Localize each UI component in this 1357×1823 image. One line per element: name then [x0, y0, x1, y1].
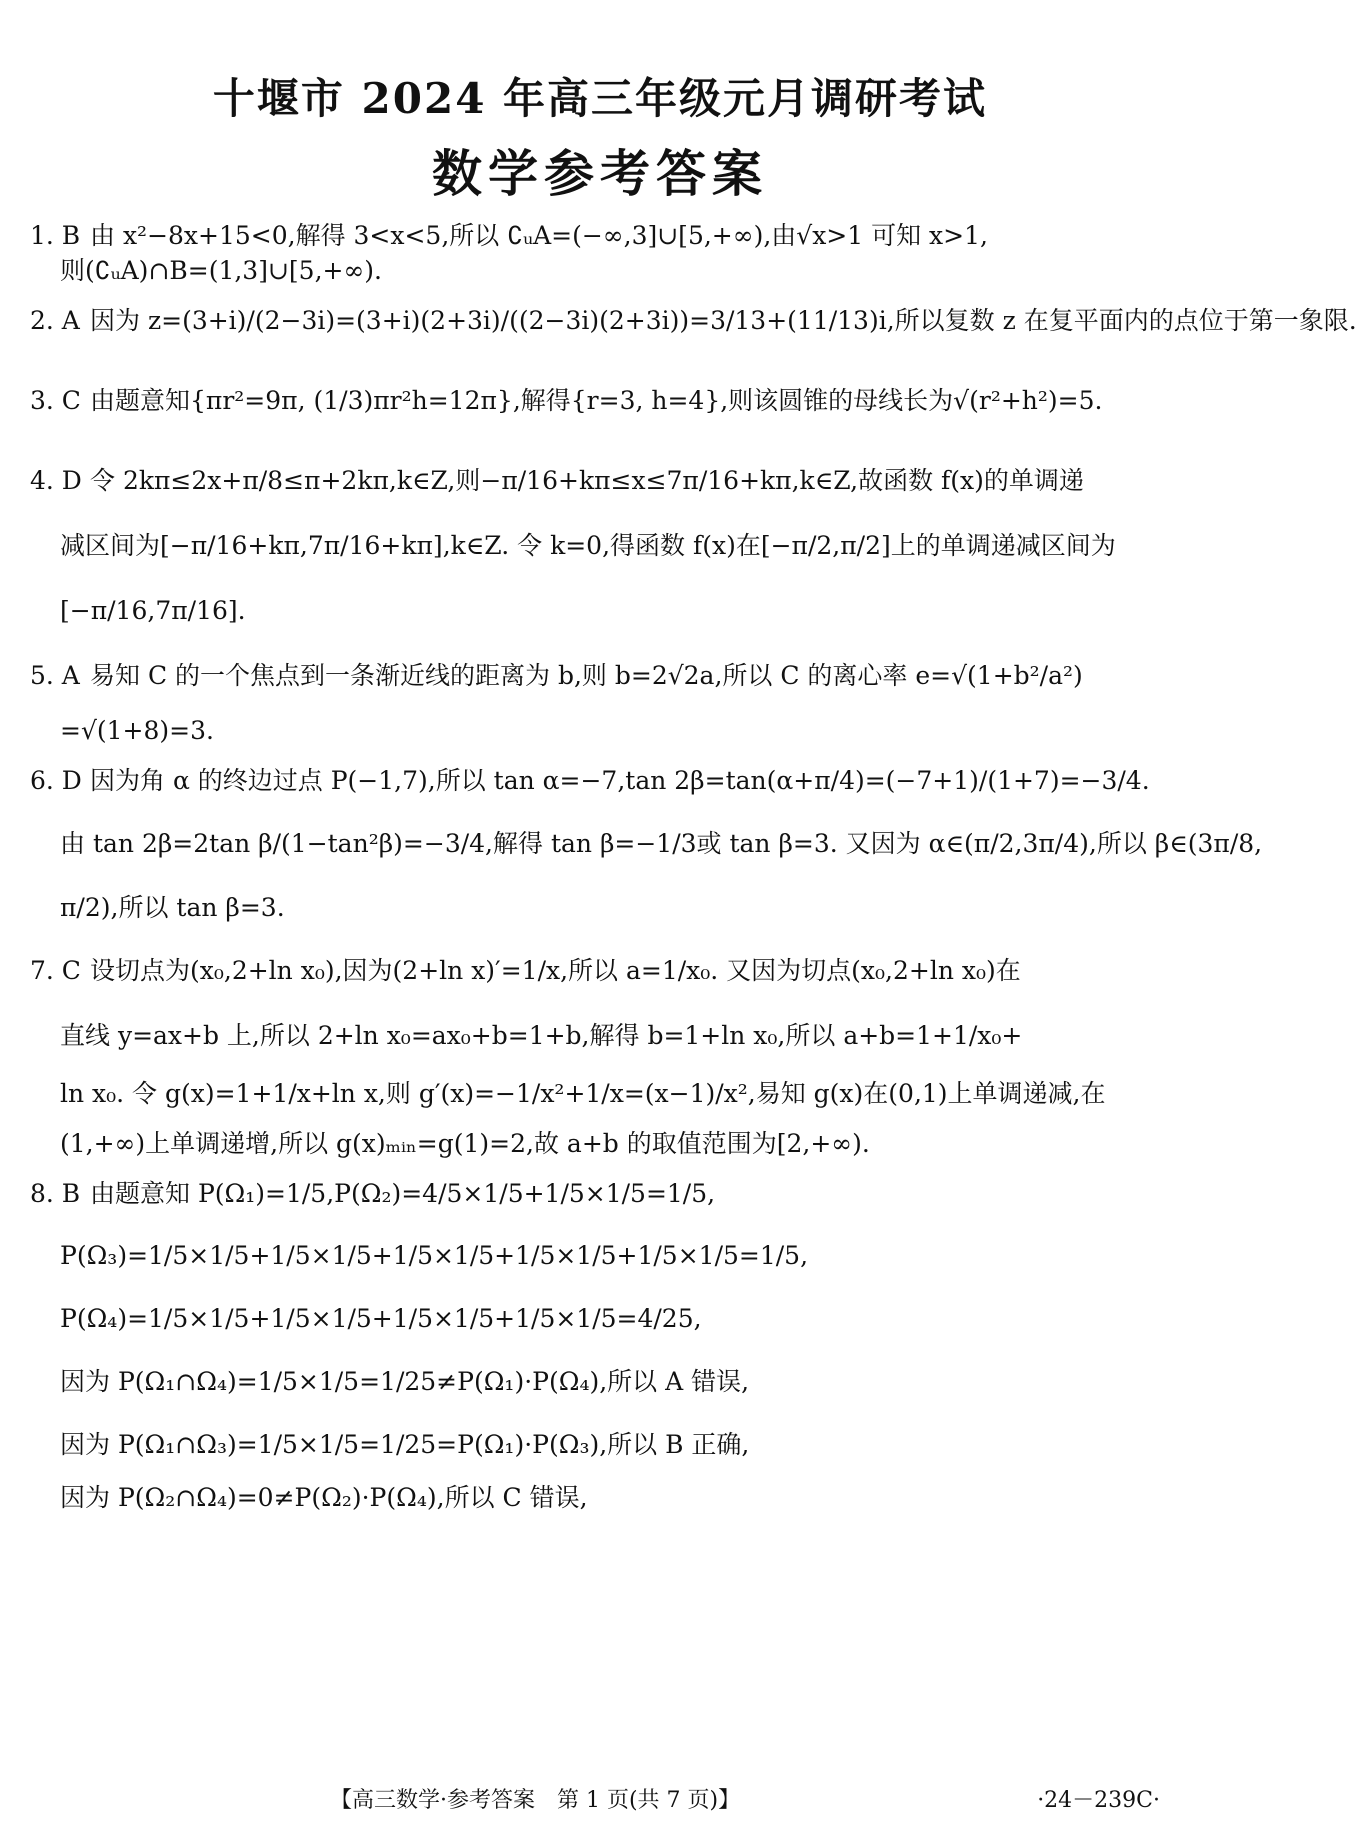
answer-8-line-1: 8. B 由题意知 P(Ω₁)=1/5,P(Ω₂)=4/5×1/5+1/5×1/5=1/5,: [30, 1179, 716, 1208]
answer-4-line-1: 4. D 令 2kπ≤2x+π/8≤π+2kπ,k∈Z,则−π/16+kπ≤x≤7π/16+kπ,k∈Z,故函数 f(x)的单调递: [30, 466, 1084, 495]
answer-1-line-2: 则(∁ᵤA)∩B=(1,3]∪[5,+∞).: [60, 256, 382, 285]
answer-8-line-4: 因为 P(Ω₁∩Ω₄)=1/5×1/5=1/25≠P(Ω₁)·P(Ω₄),所以 A 错误,: [60, 1367, 750, 1396]
answer-8-line-3: P(Ω₄)=1/5×1/5+1/5×1/5+1/5×1/5+1/5×1/5=4/25,: [60, 1304, 702, 1333]
document-code: ·24－239C·: [1037, 1788, 1160, 1813]
exam-title: 十堰市 2024 年高三年级元月调研考试: [212, 74, 988, 123]
answer-key-title: 数学参考答案: [432, 144, 768, 203]
answer-8-line-6: 因为 P(Ω₂∩Ω₄)=0≠P(Ω₂)·P(Ω₄),所以 C 错误,: [60, 1483, 588, 1512]
answer-1-line-1: 1. B 由 x²−8x+15<0,解得 3<x<5,所以 ∁ᵤA=(−∞,3]∪[5,+∞),由√x>1 可知 x>1,: [30, 221, 988, 250]
answer-label: 4. D: [30, 466, 82, 495]
answer-5-line-1: 5. A 易知 C 的一个焦点到一条渐近线的距离为 b,则 b=2√2a,所以 C 的离心率 e=√(1+b²/a²): [30, 661, 1083, 690]
answer-label: 5. A: [30, 661, 80, 690]
answer-8-line-5: 因为 P(Ω₁∩Ω₃)=1/5×1/5=1/25=P(Ω₁)·P(Ω₃),所以 B 正确,: [60, 1430, 750, 1459]
answer-8-line-2: P(Ω₃)=1/5×1/5+1/5×1/5+1/5×1/5+1/5×1/5+1/5×1/5=1/5,: [60, 1241, 809, 1270]
answer-6-line-2: 由 tan 2β=2tan β/(1−tan²β)=−3/4,解得 tan β=−1/3或 tan β=3. 又因为 α∈(π/2,3π/4),所以 β∈(3π/8,: [60, 829, 1263, 858]
answer-6-line-1: 6. D 因为角 α 的终边过点 P(−1,7),所以 tan α=−7,tan 2β=tan(α+π/4)=(−7+1)/(1+7)=−3/4.: [30, 766, 1150, 795]
answer-2-line-1: 2. A 因为 z=(3+i)/(2−3i)=(3+i)(2+3i)/((2−3i)(2+3i))=3/13+(11/13)i,所以复数 z 在复平面内的点位于第一象限.: [30, 306, 1357, 335]
answer-label: 1. B: [30, 221, 81, 250]
answer-7-line-4: (1,+∞)上单调递增,所以 g(x)ₘᵢₙ=g(1)=2,故 a+b 的取值范围为[2,+∞).: [60, 1129, 870, 1158]
answer-4-line-3: [−π/16,7π/16].: [60, 596, 246, 625]
answer-3-line-1: 3. C 由题意知{πr²=9π, (1/3)πr²h=12π},解得{r=3, h=4},则该圆锥的母线长为√(r²+h²)=5.: [30, 386, 1103, 415]
answer-4-line-2: 减区间为[−π/16+kπ,7π/16+kπ],k∈Z. 令 k=0,得函数 f(x)在[−π/2,π/2]上的单调递减区间为: [60, 531, 1116, 560]
answer-label: 7. C: [30, 956, 81, 985]
answer-6-line-3: π/2),所以 tan β=3.: [60, 893, 285, 922]
answer-7-line-3: ln x₀. 令 g(x)=1+1/x+ln x,则 g′(x)=−1/x²+1/x=(x−1)/x²,易知 g(x)在(0,1)上单调递减,在: [60, 1079, 1106, 1108]
answer-7-line-1: 7. C 设切点为(x₀,2+ln x₀),因为(2+ln x)′=1/x,所以 a=1/x₀. 又因为切点(x₀,2+ln x₀)在: [30, 956, 1021, 985]
answer-5-line-2: =√(1+8)=3.: [60, 716, 214, 745]
answer-label: 3. C: [30, 386, 81, 415]
answer-7-line-2: 直线 y=ax+b 上,所以 2+ln x₀=ax₀+b=1+b,解得 b=1+ln x₀,所以 a+b=1+1/x₀+: [60, 1021, 1023, 1050]
answer-label: 8. B: [30, 1179, 81, 1208]
answer-label: 2. A: [30, 306, 80, 335]
answer-label: 6. D: [30, 766, 82, 795]
page-footer: 【高三数学·参考答案 第 1 页(共 7 页)】: [330, 1788, 741, 1813]
